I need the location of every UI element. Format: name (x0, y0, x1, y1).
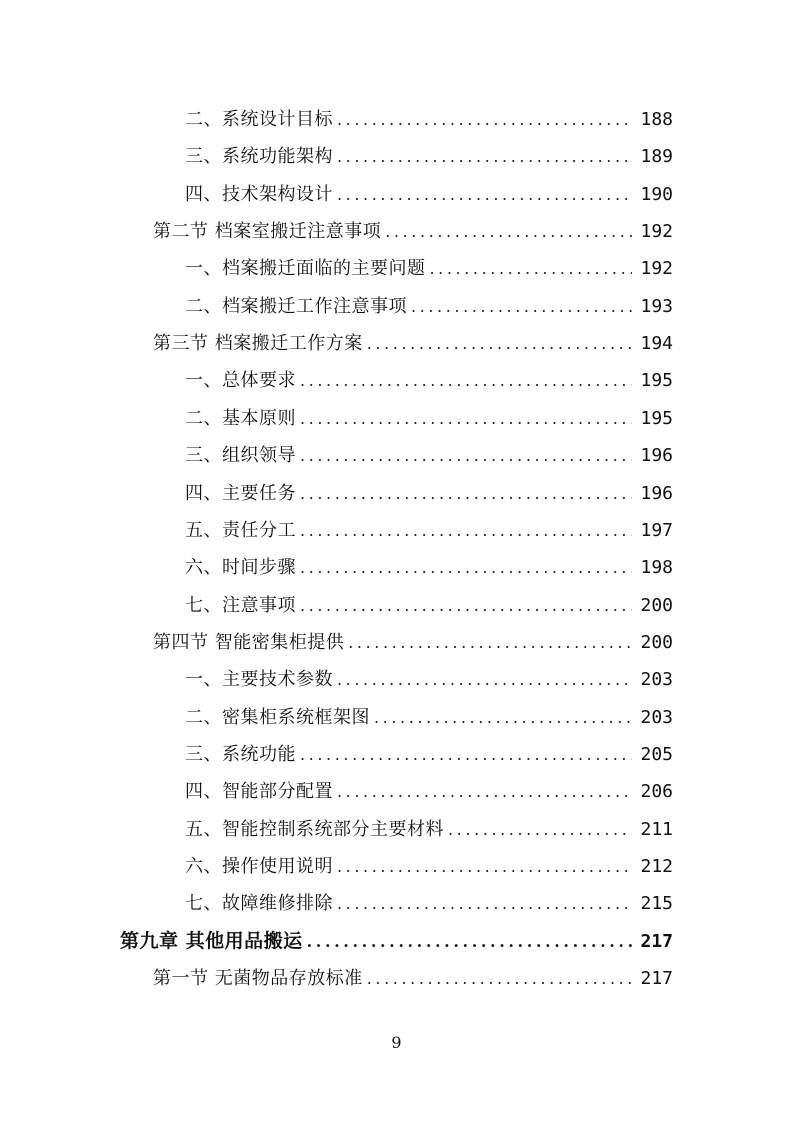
toc-dot-leader (337, 859, 632, 875)
toc-entry-page-number: 192 (640, 258, 673, 280)
toc-entry-item[interactable] (185, 774, 673, 811)
toc-entry-item[interactable] (185, 438, 673, 475)
toc-dot-leader (300, 523, 632, 539)
toc-entry-page-number: 206 (640, 781, 673, 803)
toc-entry-chapter[interactable] (120, 923, 673, 960)
toc-entry-title: 四、主要任务 (185, 482, 296, 504)
toc-entry-item[interactable] (185, 699, 673, 736)
toc-dot-leader (448, 822, 632, 838)
toc-entry-page-number: 196 (640, 445, 673, 467)
toc-dot-leader (300, 448, 632, 464)
toc-dot-leader (348, 635, 632, 651)
toc-entry-title: 第三节 档案搬迁工作方案 (153, 333, 363, 355)
toc-entry-page-number: 194 (640, 333, 673, 355)
toc-entry-page-number: 205 (640, 743, 673, 765)
toc-entry-title: 二、密集柜系统框架图 (185, 706, 370, 728)
toc-dot-leader (337, 784, 632, 800)
toc-entry-page-number: 203 (640, 706, 673, 728)
toc-dot-leader (337, 896, 632, 912)
toc-entry-page-number: 200 (640, 594, 673, 616)
toc-entry-title: 二、基本原则 (185, 407, 296, 429)
toc-entry-title: 六、操作使用说明 (185, 856, 333, 877)
toc-entry-page-number: 188 (640, 109, 673, 130)
toc-entry-title: 四、技术架构设计 (185, 183, 333, 205)
toc-entry-item[interactable] (185, 475, 673, 512)
toc-entry-item[interactable] (185, 400, 673, 437)
toc-entry-title: 二、档案搬迁工作注意事项 (185, 295, 407, 317)
toc-entry-item[interactable] (185, 102, 673, 139)
toc-entry-title: 第二节 档案室搬迁注意事项 (153, 221, 382, 243)
toc-dot-leader (367, 971, 633, 987)
toc-dot-leader (300, 598, 632, 614)
toc-entry-item[interactable] (185, 176, 673, 213)
toc-entry-item[interactable] (185, 587, 673, 624)
toc-entry-page-number: 215 (640, 893, 673, 915)
toc-entry-section[interactable] (153, 624, 673, 661)
toc-entry-page-number: 192 (640, 221, 673, 243)
toc-entry-item[interactable] (185, 886, 673, 923)
toc-entry-item[interactable] (185, 849, 673, 886)
toc-entry-page-number: 196 (640, 482, 673, 504)
toc-dot-leader (367, 336, 633, 352)
toc-entry-title: 第一节 无菌物品存放标准 (153, 968, 363, 990)
toc-entry-item[interactable] (185, 251, 673, 288)
toc-entry-page-number: 195 (640, 407, 673, 429)
toc-dot-leader (337, 672, 632, 688)
toc-entry-title: 三、系统功能架构 (185, 146, 333, 168)
toc-entry-page-number: 190 (640, 183, 673, 205)
toc-dot-leader (430, 261, 633, 277)
toc-entry-page-number: 198 (640, 557, 673, 579)
toc-entry-title: 六、时间步骤 (185, 557, 296, 579)
toc-dot-leader (300, 373, 632, 389)
toc-entry-title: 七、注意事项 (185, 594, 296, 616)
toc-entry-item[interactable] (185, 512, 673, 549)
toc-entry-page-number: 211 (640, 818, 673, 840)
page-number: 9 (391, 1033, 402, 1052)
toc-dot-leader (300, 486, 632, 502)
toc-entry-item[interactable] (185, 811, 673, 848)
toc-entry-page-number: 195 (640, 370, 673, 392)
toc-entry-title: 五、智能控制系统部分主要材料 (185, 818, 444, 840)
toc-entry-title: 一、主要技术参数 (185, 669, 333, 691)
toc-entry-title: 二、系统设计目标 (185, 109, 333, 130)
toc-entry-title: 七、故障维修排除 (185, 893, 333, 915)
toc-entry-title: 一、总体要求 (185, 370, 296, 392)
toc-entry-section[interactable] (153, 961, 673, 998)
toc-dot-leader (374, 710, 632, 726)
toc-dot-leader (385, 224, 632, 240)
toc-dot-leader (411, 299, 632, 315)
toc-entry-page-number: 217 (640, 930, 673, 952)
toc-entry-page-number: 197 (640, 519, 673, 541)
toc-entry-item[interactable] (185, 662, 673, 699)
toc-entry-title: 第四节 智能密集柜提供 (153, 631, 345, 653)
toc-entry-item[interactable] (185, 139, 673, 176)
toc-entry-item[interactable] (185, 736, 673, 773)
toc-entry-item[interactable] (185, 363, 673, 400)
toc-dot-leader (337, 149, 632, 165)
toc-dot-leader (337, 112, 632, 128)
toc-entry-page-number: 203 (640, 669, 673, 691)
toc-dot-leader (300, 560, 632, 576)
toc-entry-page-number: 217 (640, 968, 673, 990)
toc-entry-item[interactable] (185, 550, 673, 587)
toc-entry-page-number: 200 (640, 631, 673, 653)
toc-dot-leader (337, 187, 632, 203)
toc-entry-title: 三、系统功能 (185, 743, 296, 765)
toc-entry-title: 一、档案搬迁面临的主要问题 (185, 258, 426, 280)
toc-entry-item[interactable] (185, 288, 673, 325)
toc-dot-leader (307, 934, 633, 950)
toc-entry-section[interactable] (153, 326, 673, 363)
toc-dot-leader (300, 411, 632, 427)
toc-entry-page-number: 189 (640, 146, 673, 168)
toc-entry-title: 第九章 其他用品搬运 (120, 930, 303, 953)
toc-entry-title: 三、组织领导 (185, 445, 296, 467)
toc-entry-page-number: 193 (640, 295, 673, 317)
toc-entry-section[interactable] (153, 214, 673, 251)
toc-entry-page-number: 212 (640, 856, 673, 877)
toc-entry-title: 五、责任分工 (185, 519, 296, 541)
toc-entry-title: 四、智能部分配置 (185, 781, 333, 803)
toc-dot-leader (300, 747, 632, 763)
